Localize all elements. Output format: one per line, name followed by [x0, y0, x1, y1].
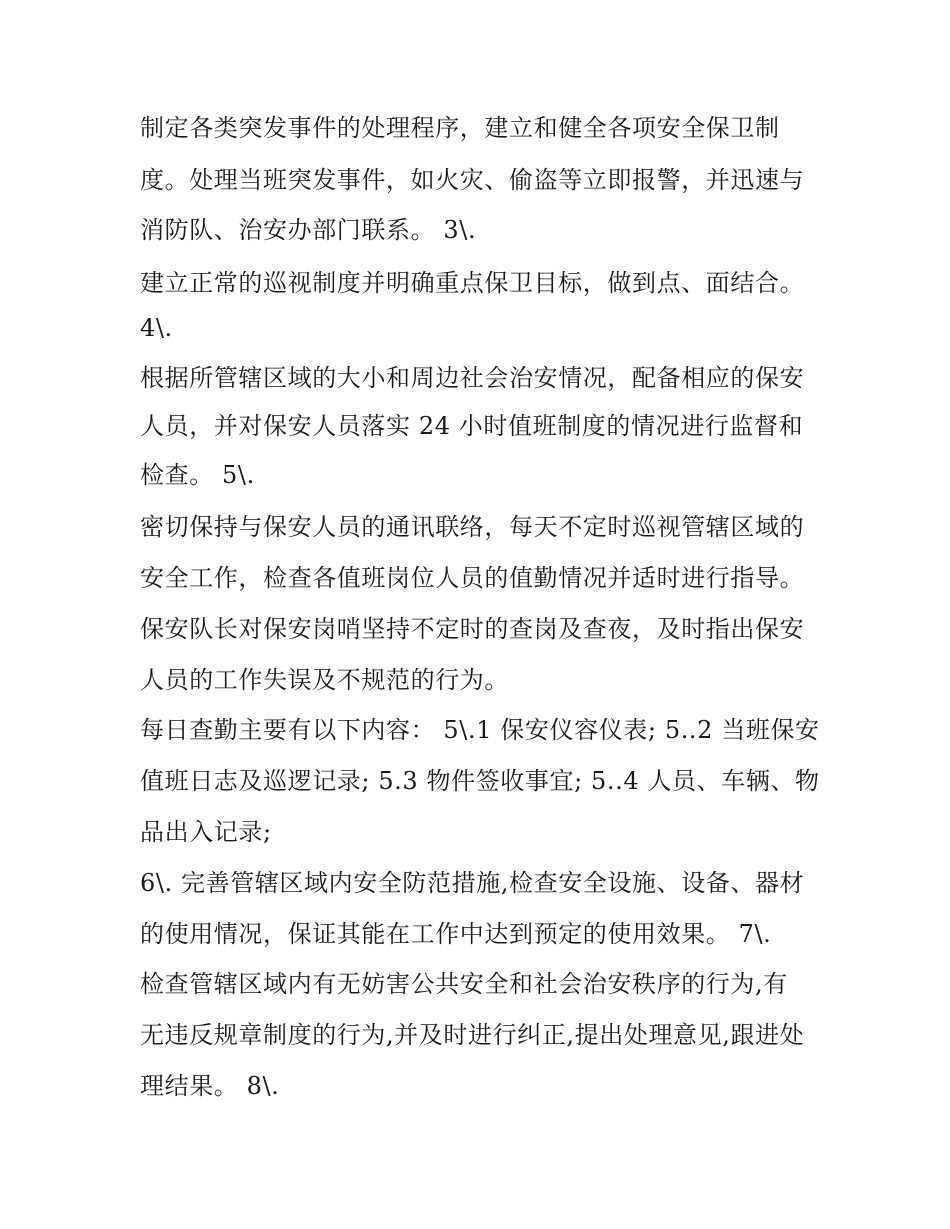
text-line: 建立正常的巡视制度并明确重点保卫目标，做到点、面结合。 [140, 269, 805, 297]
text-line: 每日查勤主要有以下内容： 5\.1 保安仪容仪表; 5..2 当班保安 [140, 716, 820, 744]
text-line: 检查管辖区域内有无妨害公共安全和社会治安秩序的行为,有 [140, 970, 788, 998]
text-line: 的使用情况，保证其能在工作中达到预定的使用效果。 7\. [140, 920, 772, 948]
text-line: 6\. 完善管辖区域内安全防范措施,检查安全设施、设备、器材 [140, 869, 805, 897]
text-line: 人员，并对保安人员落实 24 小时值班制度的情况进行监督和 [140, 412, 804, 440]
text-line: 制定各类突发事件的处理程序，建立和健全各项安全保卫制 [140, 114, 780, 142]
text-line: 根据所管辖区域的大小和周边社会治安情况，配备相应的保安 [140, 364, 805, 392]
text-line: 值班日志及巡逻记录; 5.3 物件签收事宜; 5..4 人员、车辆、物 [140, 767, 820, 795]
text-line: 度。处理当班突发事件，如火灾、偷盗等立即报警，并迅速与 [140, 166, 805, 194]
text-line: 4\. [140, 314, 173, 342]
text-line: 消防队、治安办部门联系。 3\. [140, 216, 477, 244]
text-line: 人员的工作失误及不规范的行为。 [140, 666, 509, 694]
text-line: 无违反规章制度的行为,并及时进行纠正,提出处理意见,跟进处 [140, 1021, 805, 1049]
text-line: 密切保持与保安人员的通讯联络，每天不定时巡视管辖区域的 [140, 513, 805, 541]
text-line: 理结果。 8\. [140, 1072, 280, 1100]
text-line: 品出入记录; [140, 818, 272, 846]
text-line: 检查。 5\. [140, 461, 255, 489]
text-line: 保安队长对保安岗哨坚持不定时的查岗及查夜，及时指出保安 [140, 615, 805, 643]
text-line: 安全工作，检查各值班岗位人员的值勤情况并适时进行指导。 [140, 564, 805, 592]
